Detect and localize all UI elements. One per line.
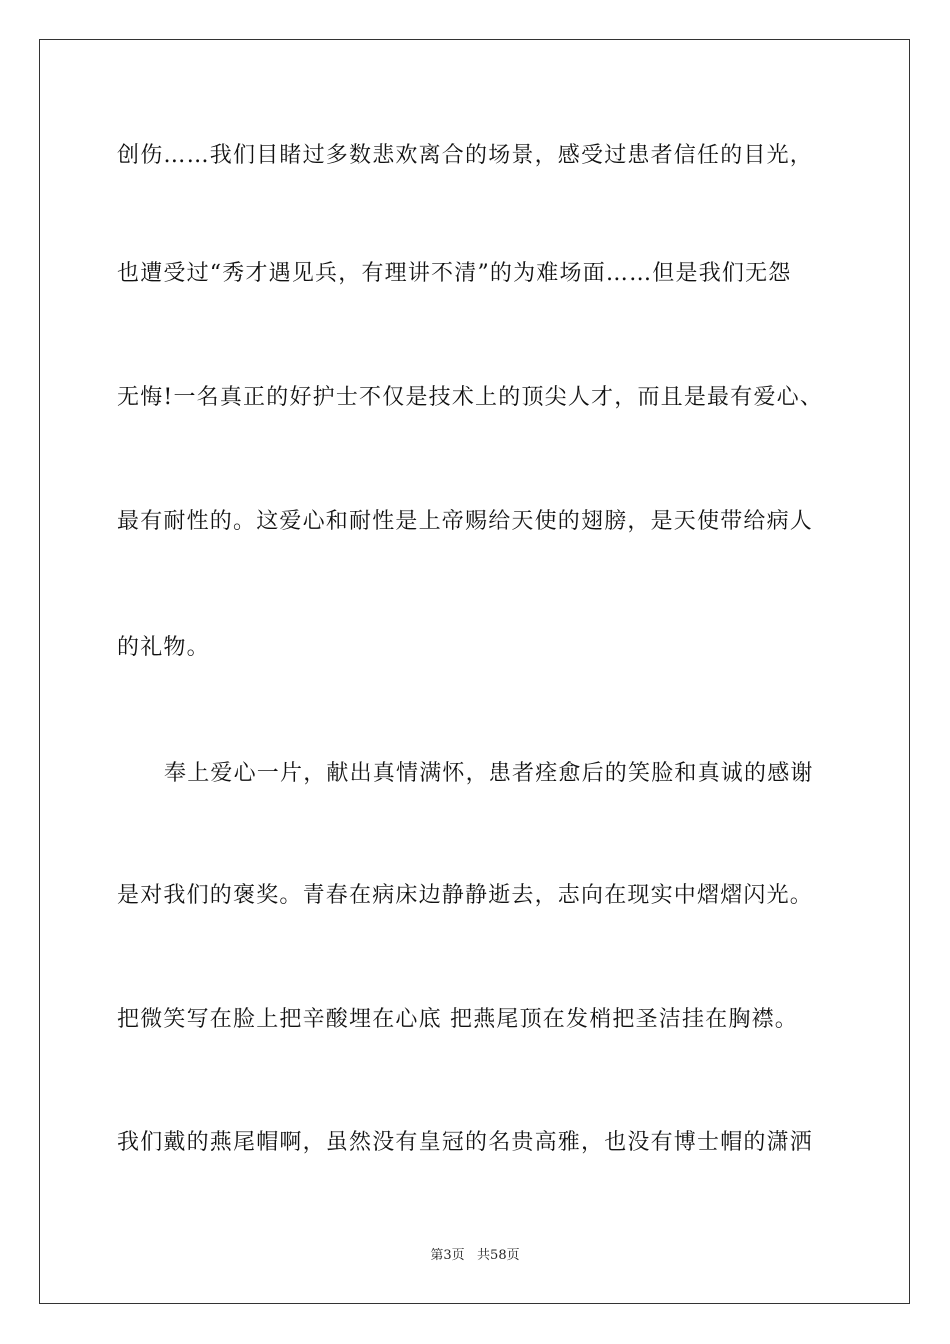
text-line-9: 我们戴的燕尾帽啊，虽然没有皇冠的名贵高雅，也没有博士帽的潇洒 [117, 1130, 814, 1155]
text-line-7: 是对我们的褒奖。青春在病床边静静逝去，志向在现实中熠熠闪光。 [117, 883, 814, 908]
page-border [39, 39, 910, 1304]
text-line-4: 最有耐性的。这爱心和耐性是上帝赐给天使的翅膀，是天使带给病人 [117, 509, 814, 534]
text-line-6-paragraph-start: 奉上爱心一片，献出真情满怀，患者痊愈后的笑脸和真诚的感谢 [164, 761, 814, 786]
text-line-3: 无悔!一名真正的好护士不仅是技术上的顶尖人才，而且是最有爱心、 [117, 385, 824, 410]
text-line-2: 也遭受过“秀才遇见兵，有理讲不清”的为难场面……但是我们无怨 [117, 261, 792, 286]
page-number-footer: 第3页 共58页 [430, 1248, 520, 1263]
text-line-8: 把微笑写在脸上把辛酸埋在心底 把燕尾顶在发梢把圣洁挂在胸襟。 [117, 1007, 798, 1032]
text-line-1: 创伤……我们目睹过多数悲欢离合的场景，感受过患者信任的目光， [117, 143, 814, 168]
text-line-5: 的礼物。 [117, 635, 210, 660]
